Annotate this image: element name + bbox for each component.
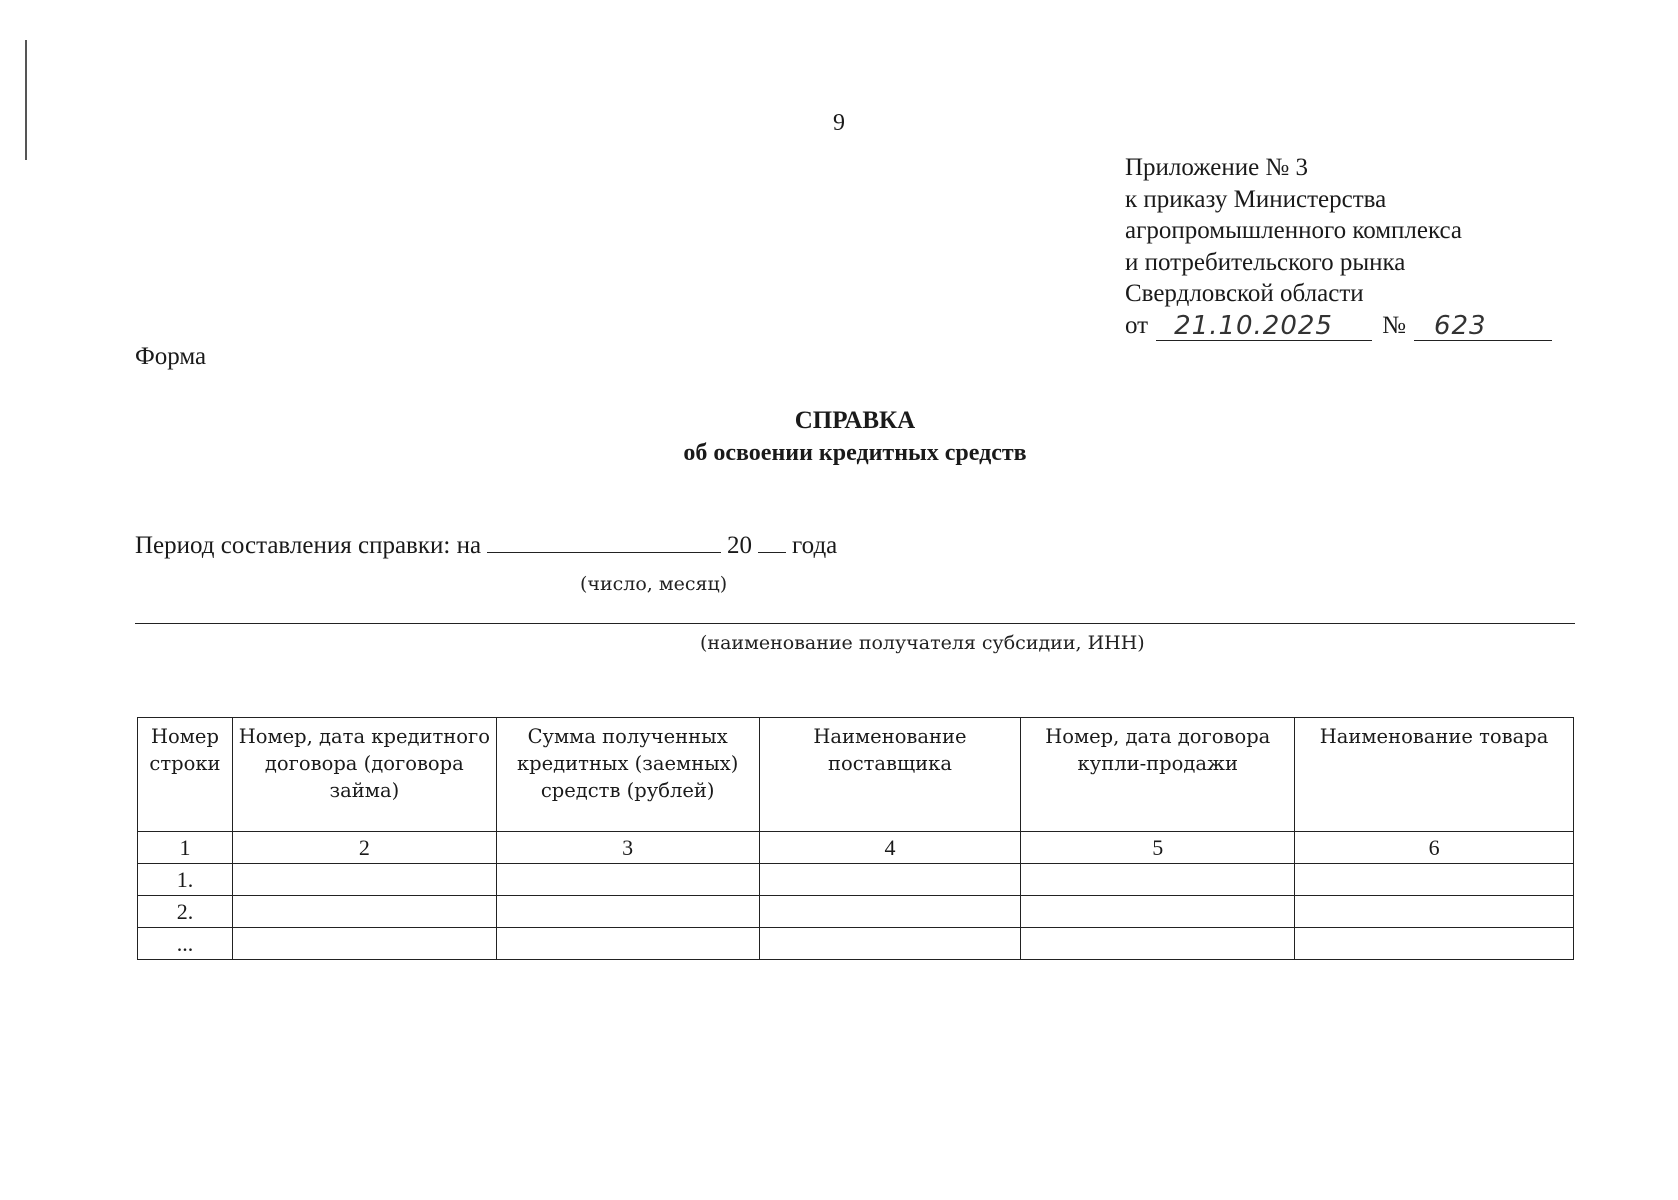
document-title-block [0,405,1678,469]
period-date-blank [487,532,721,553]
header-cell: Номер, дата кредитного договора (договора займа) [232,718,496,832]
period-year-suffix: года [792,532,838,559]
table-row [138,896,1574,928]
period-line [135,532,837,560]
period-year-prefix: 20 [727,532,753,559]
number-label: № [1382,311,1406,339]
document-subtitle: об освоении кредитных средств [683,440,1027,466]
period-label: Период составления справки: на [135,532,482,559]
appendix-line: к приказу Министерства [1125,185,1387,213]
form-label: Форма [135,343,207,370]
from-label: от [1125,311,1149,339]
row-number-cell: 2. [138,896,233,928]
column-number-cell: 3 [496,832,759,864]
appendix-block [1125,152,1552,341]
table-cell [496,896,759,928]
table-cell [1021,928,1295,960]
handwritten-order-date: 21.10.2025 [1156,312,1372,341]
header-cell: Номер, дата договора купли-продажи [1021,718,1295,832]
table-cell [232,928,496,960]
column-number-cell: 4 [759,832,1021,864]
handwritten-order-number: 623 [1414,312,1552,341]
column-number-cell: 6 [1295,832,1574,864]
table-cell [232,864,496,896]
period-year-blank [758,532,786,553]
appendix-line: и потребительского рынка [1125,248,1406,276]
header-cell: Сумма полученных кредитных (заемных) средств (рублей) [496,718,759,832]
column-number-cell: 1 [138,832,233,864]
recipient-hint: (наименование получателя субсидии, ИНН) [700,632,1145,654]
column-number-cell: 2 [232,832,496,864]
table-header-row [138,718,1574,832]
table-row [138,864,1574,896]
appendix-line: Свердловской области [1125,280,1364,307]
row-number-cell: ... [138,928,233,960]
header-cell: Наименование товара [1295,718,1574,832]
table-cell [232,896,496,928]
row-number-cell: 1. [138,864,233,896]
table-cell [759,896,1021,928]
header-cell: Наименование поставщика [759,718,1021,832]
column-number-row [138,832,1574,864]
credit-usage-table [137,717,1574,960]
page-number: 9 [833,110,845,136]
table-cell [759,928,1021,960]
appendix-line: Приложение № 3 [1125,154,1309,181]
scan-edge-mark [25,40,27,160]
order-date-number-row [1125,310,1552,342]
table-cell [759,864,1021,896]
column-number-cell: 5 [1021,832,1295,864]
appendix-line: агропромышленного комплекса [1125,217,1463,244]
table-cell [1295,864,1574,896]
table-cell [1295,896,1574,928]
document-title: СПРАВКА [794,407,916,434]
table-cell [496,928,759,960]
table-cell [1021,864,1295,896]
table-row [138,928,1574,960]
header-cell: Номер строки [138,718,233,832]
table-cell [1295,928,1574,960]
recipient-blank-line [135,623,1575,624]
table-cell [1021,896,1295,928]
table-cell [496,864,759,896]
period-hint: (число, месяц) [580,573,728,595]
